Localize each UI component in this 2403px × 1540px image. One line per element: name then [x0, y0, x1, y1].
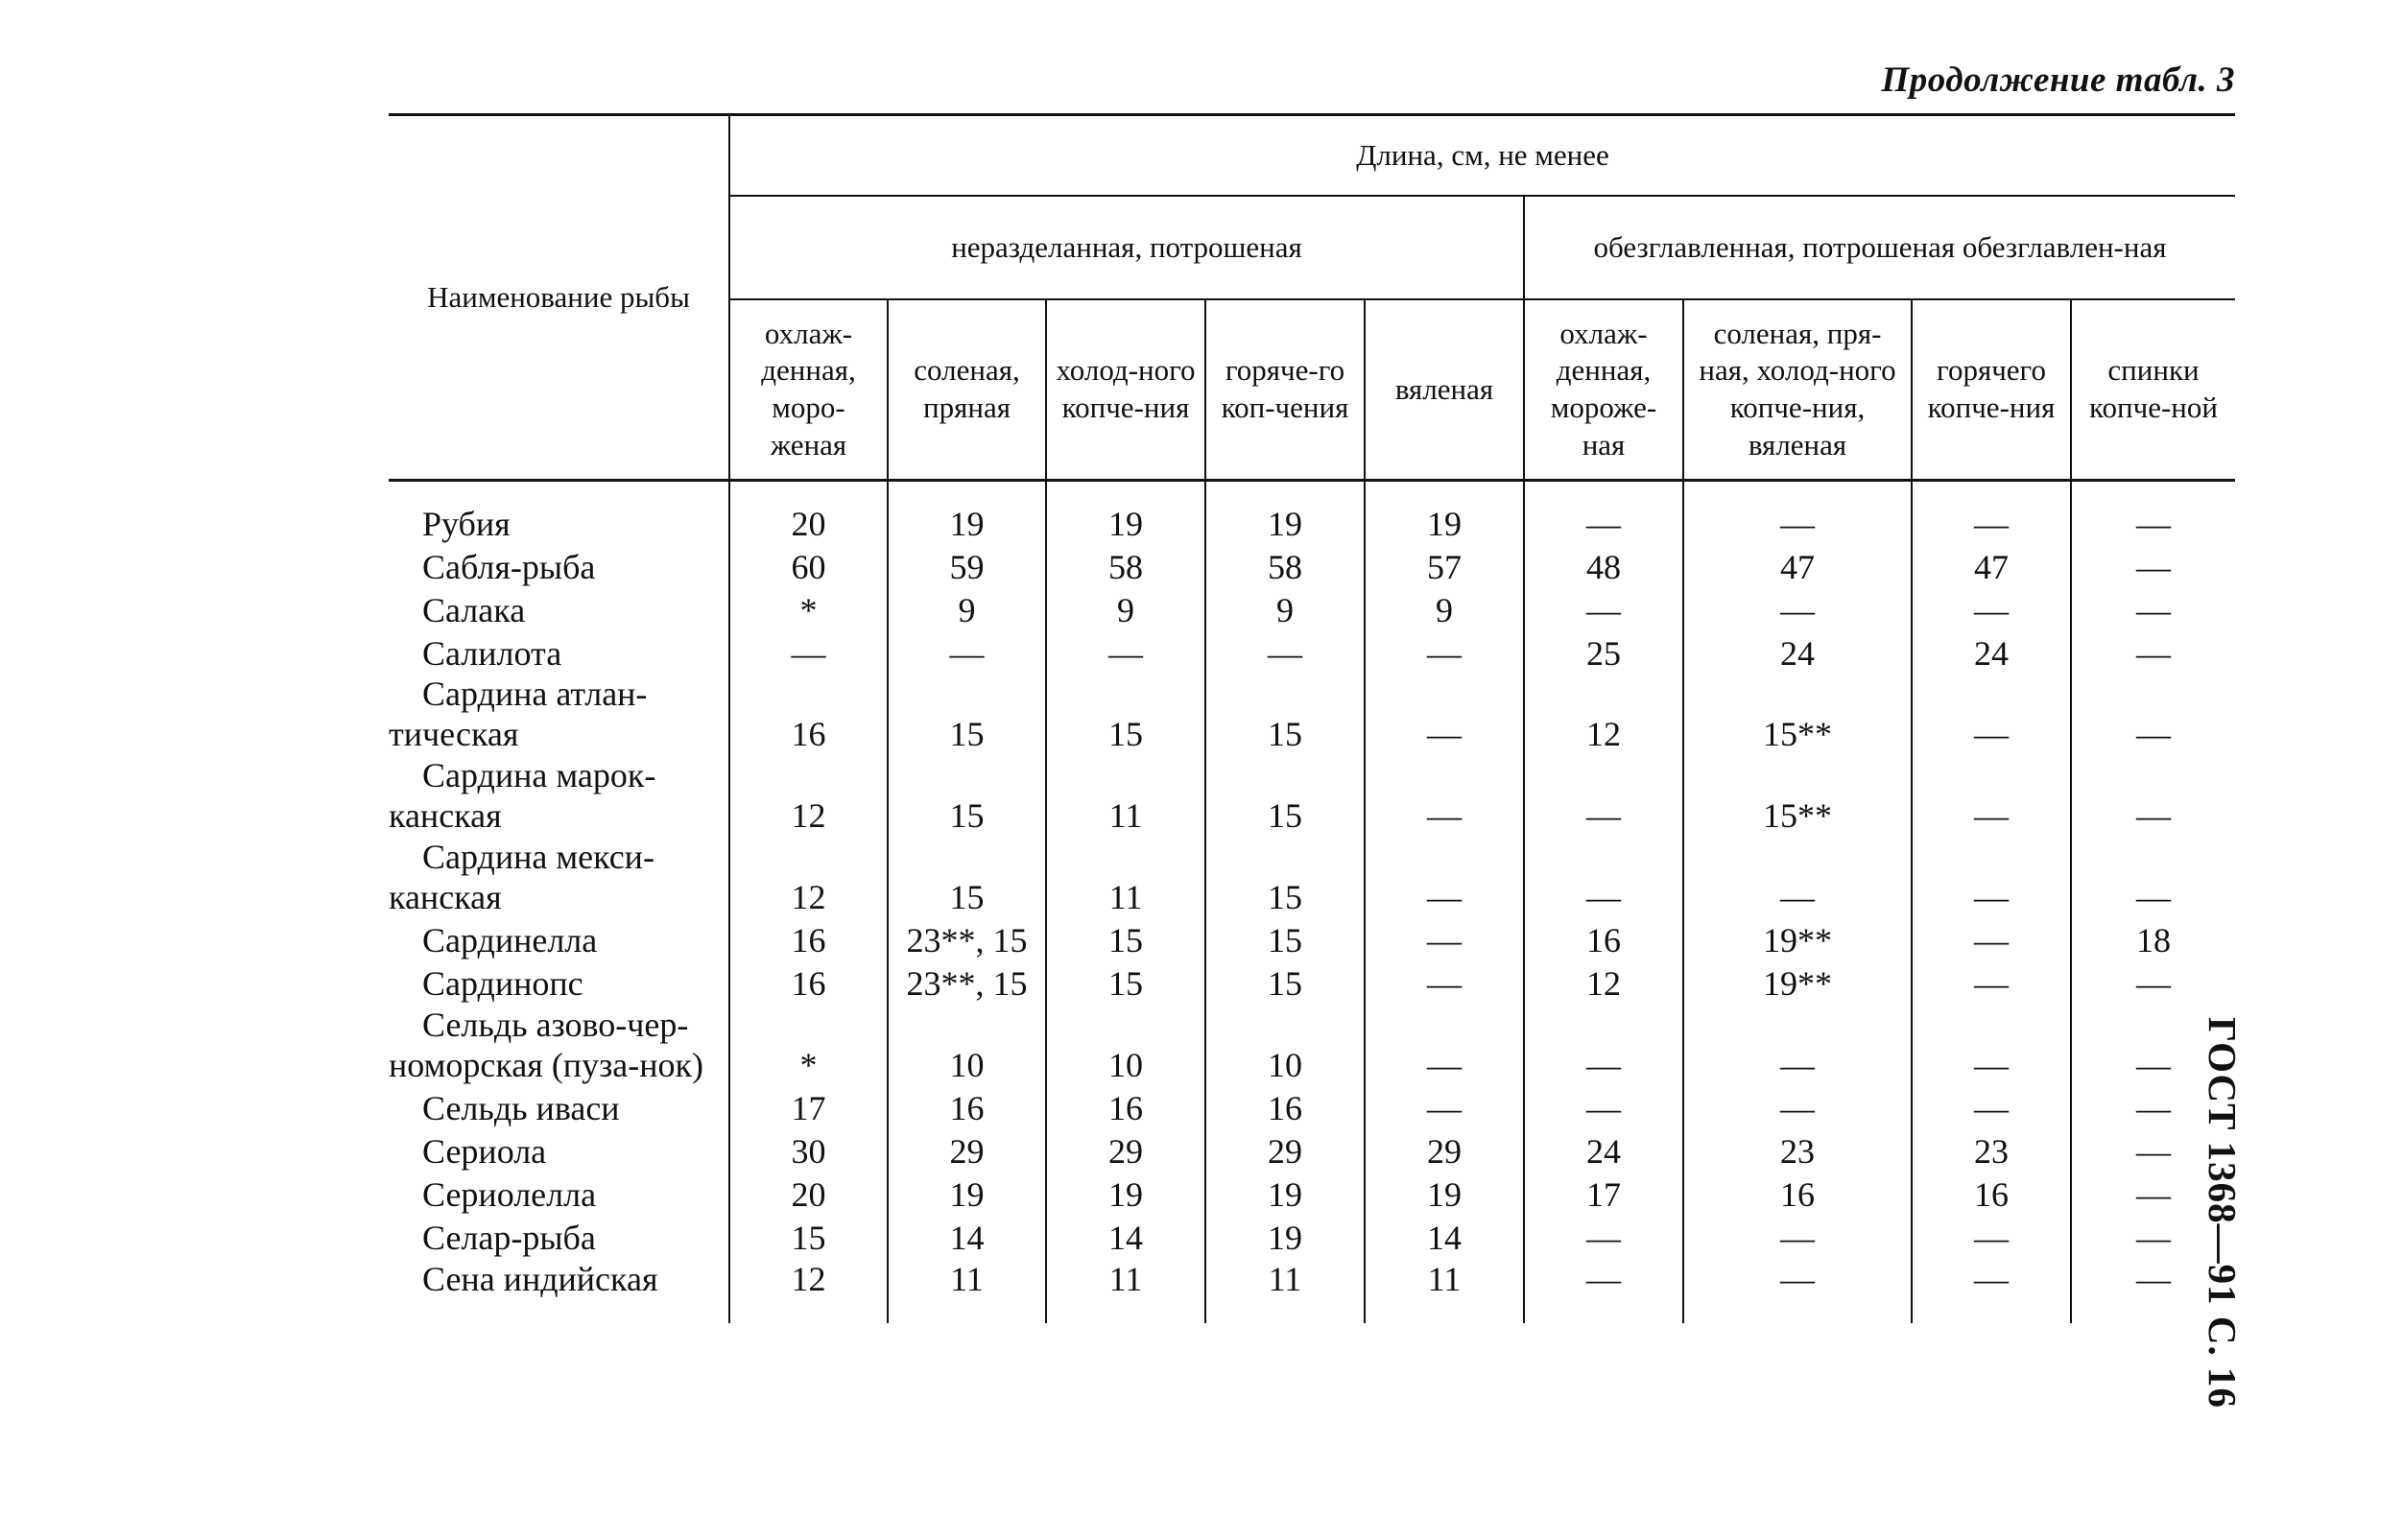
length-value-cell: 25	[1524, 630, 1683, 674]
length-value-cell: 11	[1046, 755, 1205, 837]
fish-name-cell: Сардина марок-канская	[389, 755, 656, 836]
length-value-cell: 15	[888, 837, 1046, 918]
length-value-cell: 14	[1365, 1216, 1524, 1259]
length-value-cell: —	[1683, 481, 1912, 545]
table-body	[389, 481, 2235, 1323]
fish-name-cell: Сардина мекси-канская	[389, 837, 654, 917]
length-value-cell: 24	[1683, 630, 1912, 674]
length-value-cell: 15	[1046, 674, 1205, 755]
length-value-cell: —	[1524, 587, 1683, 630]
fish-name-cell: Сериолелла	[422, 1175, 597, 1215]
length-value-cell: —	[1524, 1259, 1683, 1323]
length-value-cell: 60	[729, 544, 888, 587]
length-value-cell: 47	[1683, 544, 1912, 587]
length-value-cell: 16	[1046, 1086, 1205, 1129]
length-value-cell: 14	[888, 1216, 1046, 1259]
length-value-cell: 15	[888, 674, 1046, 755]
table-row	[389, 837, 2235, 918]
table-row	[389, 630, 2235, 674]
header-col-chilled-frozen: охлаж-денная, моро-женая	[729, 299, 888, 481]
length-value-cell: —	[1524, 1086, 1683, 1129]
length-value-cell: —	[2071, 961, 2235, 1005]
length-value-cell: —	[1912, 961, 2071, 1005]
length-value-cell: 24	[1912, 630, 2071, 674]
length-value-cell: 58	[1205, 544, 1365, 587]
length-value-cell: —	[1912, 755, 2071, 837]
length-value-cell: 23	[1683, 1129, 1912, 1173]
length-value-cell: 58	[1046, 544, 1205, 587]
length-value-cell: 9	[888, 587, 1046, 630]
length-value-cell: 12	[729, 1259, 888, 1323]
length-value-cell: 11	[1365, 1259, 1524, 1323]
length-value-cell: —	[729, 630, 888, 674]
length-value-cell: 57	[1365, 544, 1524, 587]
length-value-cell: 16	[729, 918, 888, 961]
length-value-cell: 20	[729, 481, 888, 545]
length-value-cell: —	[1365, 918, 1524, 961]
length-value-cell: —	[1046, 630, 1205, 674]
length-value-cell: 10	[1046, 1005, 1205, 1086]
header-col-salted-spiced: соленая, пряная	[888, 299, 1046, 481]
length-value-cell: —	[1205, 630, 1365, 674]
length-value-cell: 15	[1205, 961, 1365, 1005]
length-value-cell: 19	[1365, 1173, 1524, 1216]
table-row	[389, 1005, 2235, 1086]
length-value-cell: —	[2071, 837, 2235, 918]
length-value-cell: —	[1524, 755, 1683, 837]
length-value-cell: 19	[1365, 481, 1524, 545]
header-fish-name: Наименование рыбы	[389, 115, 729, 481]
table-row	[389, 1216, 2235, 1259]
length-value-cell: —	[1683, 1259, 1912, 1323]
length-value-cell: 17	[729, 1086, 888, 1129]
header-col-headless-salted-smoked-dried: соленая, пря-ная, холод-ного копче-ния, вяленая	[1683, 299, 1912, 481]
fish-name-cell: Сериола	[422, 1132, 547, 1172]
fish-name-cell: Селар-рыба	[422, 1219, 596, 1258]
length-value-cell: 48	[1524, 544, 1683, 587]
length-value-cell: —	[1365, 630, 1524, 674]
table-row	[389, 1173, 2235, 1216]
header-col-headless-hot-smoked: горячего копче-ния	[1912, 299, 2071, 481]
length-value-cell: 16	[1912, 1173, 2071, 1216]
length-value-cell: *	[729, 587, 888, 630]
table-row	[389, 755, 2235, 837]
length-value-cell: 14	[1046, 1216, 1205, 1259]
length-value-cell: —	[1365, 755, 1524, 837]
length-value-cell: —	[1912, 481, 2071, 545]
header-col-smoked-backs: спинки копче-ной	[2071, 299, 2235, 481]
fish-name-cell: Рубия	[422, 504, 511, 543]
table-row	[389, 1259, 2235, 1323]
length-value-cell: 16	[729, 961, 888, 1005]
length-value-cell: —	[1524, 1216, 1683, 1259]
length-value-cell: —	[2071, 1216, 2235, 1259]
length-value-cell: 19**	[1683, 918, 1912, 961]
header-col-hot-smoked: горяче-го коп-чения	[1205, 299, 1365, 481]
length-value-cell: 59	[888, 544, 1046, 587]
length-value-cell: —	[1683, 1005, 1912, 1086]
length-value-cell: 19	[1205, 1173, 1365, 1216]
table-continuation-caption: Продолжение табл. 3	[1881, 60, 2235, 100]
length-value-cell: 11	[1046, 1259, 1205, 1323]
length-value-cell: 16	[1524, 918, 1683, 961]
length-value-cell: 9	[1205, 587, 1365, 630]
fish-name-cell: Сена индийская	[422, 1259, 658, 1298]
length-value-cell: —	[888, 630, 1046, 674]
length-value-cell: 10	[888, 1005, 1046, 1086]
length-value-cell: 29	[1046, 1129, 1205, 1173]
length-value-cell: 15	[888, 755, 1046, 837]
length-value-cell: 16	[888, 1086, 1046, 1129]
length-value-cell: 30	[729, 1129, 888, 1173]
header-col-dried: вяленая	[1365, 299, 1524, 481]
length-value-cell: —	[2071, 1259, 2235, 1323]
length-value-cell: *	[729, 1005, 888, 1086]
length-value-cell: 16	[1205, 1086, 1365, 1129]
length-value-cell: 15**	[1683, 755, 1912, 837]
table-row	[389, 1129, 2235, 1173]
length-value-cell: 23**, 15	[888, 961, 1046, 1005]
header-group-headless-gutted: обезглавленная, потрошеная обезглавлен-ная	[1524, 196, 2235, 299]
length-value-cell: 18	[2071, 918, 2235, 961]
length-value-cell: 15	[1205, 674, 1365, 755]
length-value-cell: 47	[1912, 544, 2071, 587]
length-value-cell: 12	[1524, 674, 1683, 755]
fish-length-table	[389, 113, 2235, 1323]
length-value-cell: —	[1365, 837, 1524, 918]
length-value-cell: 20	[729, 1173, 888, 1216]
header-length: Длина, см, не менее	[729, 115, 2235, 197]
length-value-cell: 15	[729, 1216, 888, 1259]
length-value-cell: 11	[1205, 1259, 1365, 1323]
length-value-cell: —	[1524, 1005, 1683, 1086]
fish-name-cell: Сардинелла	[422, 921, 598, 960]
length-value-cell: —	[2071, 1086, 2235, 1129]
length-value-cell: —	[1683, 1216, 1912, 1259]
length-value-cell: —	[1912, 918, 2071, 961]
length-value-cell: 29	[1365, 1129, 1524, 1173]
header-col-headless-chilled-frozen: охлаж-денная, мороже-ная	[1524, 299, 1683, 481]
fish-name-cell: Сельдь азово-чер-номорская (пуза-нок)	[389, 1005, 704, 1085]
fish-name-cell: Салилота	[422, 633, 562, 673]
length-value-cell: —	[2071, 630, 2235, 674]
length-value-cell: 19	[1046, 481, 1205, 545]
header-group-whole-gutted: неразделанная, потрошеная	[729, 196, 1524, 299]
table-header	[389, 115, 2235, 481]
length-value-cell: 9	[1046, 587, 1205, 630]
length-value-cell: —	[1912, 1005, 2071, 1086]
length-value-cell: —	[2071, 587, 2235, 630]
length-value-cell: 19	[1046, 1173, 1205, 1216]
length-value-cell: 19**	[1683, 961, 1912, 1005]
length-value-cell: 19	[1205, 481, 1365, 545]
length-value-cell: —	[1683, 1086, 1912, 1129]
length-value-cell: 15**	[1683, 674, 1912, 755]
length-value-cell: 19	[888, 481, 1046, 545]
table-row	[389, 544, 2235, 587]
length-value-cell: 11	[1046, 837, 1205, 918]
table-row	[389, 1086, 2235, 1129]
length-value-cell: 15	[1205, 837, 1365, 918]
length-value-cell: —	[1912, 1259, 2071, 1323]
length-value-cell: 12	[729, 755, 888, 837]
length-value-cell: 19	[888, 1173, 1046, 1216]
length-value-cell: 10	[1205, 1005, 1365, 1086]
length-value-cell: 15	[1046, 918, 1205, 961]
length-value-cell: —	[2071, 1173, 2235, 1216]
table-row	[389, 918, 2235, 961]
length-value-cell: —	[1912, 837, 2071, 918]
length-value-cell: 16	[1683, 1173, 1912, 1216]
length-value-cell: 15	[1046, 961, 1205, 1005]
length-value-cell: 29	[888, 1129, 1046, 1173]
length-value-cell: —	[2071, 544, 2235, 587]
length-value-cell: —	[1912, 1216, 2071, 1259]
length-value-cell: 29	[1205, 1129, 1365, 1173]
table-row	[389, 587, 2235, 630]
length-value-cell: —	[2071, 481, 2235, 545]
length-value-cell: —	[1912, 587, 2071, 630]
length-value-cell: 9	[1365, 587, 1524, 630]
length-value-cell: 15	[1205, 755, 1365, 837]
length-value-cell: —	[1365, 1005, 1524, 1086]
length-value-cell: 23	[1912, 1129, 2071, 1173]
length-value-cell: —	[1683, 587, 1912, 630]
length-value-cell: —	[1912, 1086, 2071, 1129]
length-value-cell: —	[1365, 1086, 1524, 1129]
length-value-cell: —	[2071, 1005, 2235, 1086]
fish-name-cell: Сардинопс	[422, 964, 583, 1004]
length-value-cell: —	[2071, 674, 2235, 755]
length-value-cell: —	[2071, 755, 2235, 837]
length-value-cell: —	[1524, 481, 1683, 545]
length-value-cell: 11	[888, 1259, 1046, 1323]
table-row	[389, 961, 2235, 1005]
fish-name-cell: Сабля-рыба	[422, 547, 596, 586]
length-value-cell: 12	[1524, 961, 1683, 1005]
length-value-cell: 24	[1524, 1129, 1683, 1173]
table-row	[389, 674, 2235, 755]
length-value-cell: —	[1912, 674, 2071, 755]
length-value-cell: —	[1524, 837, 1683, 918]
length-value-cell: 19	[1205, 1216, 1365, 1259]
length-value-cell: —	[1365, 674, 1524, 755]
table-row	[389, 481, 2235, 545]
length-value-cell: 15	[1205, 918, 1365, 961]
header-col-cold-smoked: холод-ного копче-ния	[1046, 299, 1205, 481]
fish-name-cell: Сардина атлан-тическая	[389, 675, 648, 754]
standard-page-label: ГОСТ 1368—91 С. 16	[2201, 1017, 2245, 1410]
length-value-cell: 17	[1524, 1173, 1683, 1216]
length-value-cell: 16	[729, 674, 888, 755]
length-value-cell: —	[2071, 1129, 2235, 1173]
length-value-cell: 23**, 15	[888, 918, 1046, 961]
length-value-cell: 12	[729, 837, 888, 918]
length-value-cell: —	[1365, 961, 1524, 1005]
fish-name-cell: Сельдь иваси	[422, 1089, 620, 1128]
length-value-cell: —	[1683, 837, 1912, 918]
fish-name-cell: Салака	[422, 590, 526, 629]
